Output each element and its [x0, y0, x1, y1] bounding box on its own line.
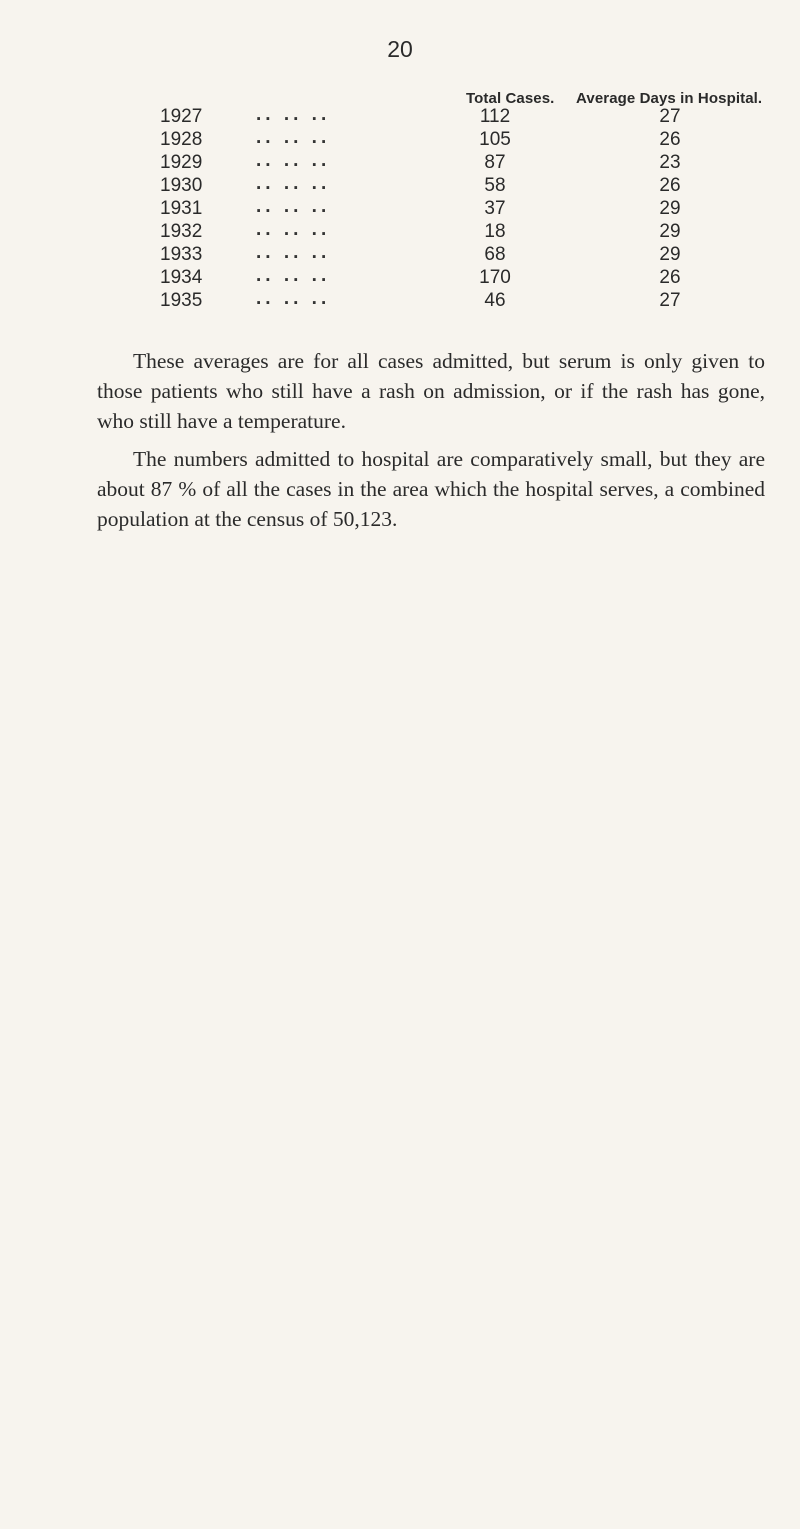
- row-average-days: 29: [659, 221, 681, 242]
- paragraph-admission-numbers: The numbers admitted to hospital are comparatively small, but they are about 87 % of all the cases in the area which the hospital serves, a combined population at the census of 50,123.: [97, 447, 765, 531]
- table-row: [0, 175, 800, 198]
- dot-leader: .. .. ..: [256, 265, 331, 286]
- table-row: [0, 129, 800, 152]
- table-row: [0, 152, 800, 175]
- table-row: [0, 106, 800, 129]
- dot-leader: .. .. ..: [256, 242, 331, 263]
- row-total-cases: 170: [479, 267, 511, 288]
- row-year: 1930: [160, 175, 203, 196]
- table-row: [0, 221, 800, 244]
- dot-leader: .. .. ..: [256, 104, 331, 125]
- row-average-days: 29: [659, 244, 681, 265]
- dot-leader: .. .. ..: [256, 127, 331, 148]
- row-average-days: 29: [659, 198, 681, 219]
- table-body: [0, 106, 800, 313]
- row-average-days: 26: [659, 267, 681, 288]
- dot-leader: .. .. ..: [256, 150, 331, 171]
- row-year: 1934: [160, 267, 203, 288]
- row-year: 1935: [160, 290, 203, 311]
- table-row: [0, 267, 800, 290]
- row-total-cases: 87: [484, 152, 506, 173]
- table-row: [0, 198, 800, 221]
- header-total-cases: Total Cases.: [466, 90, 555, 107]
- dot-leader: .. .. ..: [256, 288, 331, 309]
- row-year: 1931: [160, 198, 203, 219]
- row-average-days: 27: [659, 106, 681, 127]
- hospital-cases-table: [0, 90, 800, 313]
- dot-leader: .. .. ..: [256, 196, 331, 217]
- table-row: [0, 244, 800, 267]
- page-number: 20: [387, 36, 413, 62]
- row-total-cases: 105: [479, 129, 511, 150]
- dot-leader: .. .. ..: [256, 173, 331, 194]
- table-row: [0, 290, 800, 313]
- paragraph-serum-averages: These averages are for all cases admitted, but serum is only given to those patients who still have a rash on admission, or if the rash has gone, who still have a temperature.: [97, 349, 765, 433]
- header-average-days: Average Days in Hospital.: [576, 90, 763, 107]
- row-total-cases: 46: [484, 290, 506, 311]
- row-year: 1928: [160, 129, 203, 150]
- row-average-days: 26: [659, 175, 681, 196]
- row-total-cases: 37: [484, 198, 506, 219]
- row-total-cases: 18: [484, 221, 506, 242]
- row-year: 1932: [160, 221, 203, 242]
- row-year: 1927: [160, 106, 203, 127]
- row-year: 1933: [160, 244, 203, 265]
- row-average-days: 23: [659, 152, 681, 173]
- row-year: 1929: [160, 152, 203, 173]
- row-average-days: 26: [659, 129, 681, 150]
- dot-leader: .. .. ..: [256, 219, 331, 240]
- row-total-cases: 68: [484, 244, 506, 265]
- row-total-cases: 58: [484, 175, 506, 196]
- row-total-cases: 112: [479, 106, 511, 127]
- row-average-days: 27: [659, 290, 681, 311]
